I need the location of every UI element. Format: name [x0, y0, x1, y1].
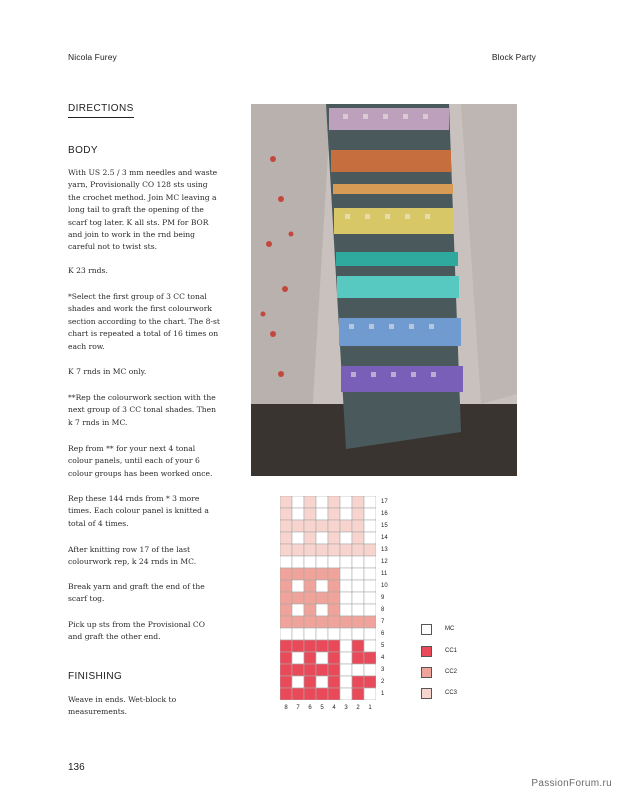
chart-cell — [340, 604, 352, 616]
chart-cell — [280, 604, 292, 616]
chart-row-label: 6 — [381, 631, 385, 637]
paragraph-cast-on: With US 2.5 / 3 mm needles and waste yarn, Provisionally CO 128 sts using the crochet method. Join MC leaving a long tail to graft the opening of the scarf tog later. K all sts. PM for BOR and join to work in the rnd being careful not to twist sts. — [68, 168, 218, 252]
chart-cell — [292, 568, 304, 580]
chart-cell — [328, 580, 340, 592]
legend-mc-label: MC — [445, 626, 455, 632]
chart-row-label: 14 — [381, 535, 388, 541]
chart-cell — [304, 676, 316, 688]
chart-cell — [352, 664, 364, 676]
chart-cell — [328, 616, 340, 628]
chart-cell — [340, 544, 352, 556]
chart-cell — [340, 508, 352, 520]
chart-cell — [280, 508, 292, 520]
chart-cell — [316, 688, 328, 700]
chart-cell — [352, 520, 364, 532]
chart-cell — [352, 544, 364, 556]
chart-cell — [304, 664, 316, 676]
chart-row-label: 17 — [381, 499, 388, 505]
chart-cell — [328, 544, 340, 556]
chart-row-label: 3 — [381, 667, 385, 673]
chart-cell — [280, 556, 292, 568]
chart-cell — [292, 592, 304, 604]
finishing-heading: FINISHING — [68, 671, 123, 682]
chart-cell — [304, 628, 316, 640]
chart-cell — [304, 532, 316, 544]
chart-cell — [304, 688, 316, 700]
paragraph-repeat-rounds: Rep these 144 rnds from * 3 more times. Each colour panel is knitted a total of 4 times. — [68, 494, 209, 528]
chart-cell — [304, 568, 316, 580]
legend-cc3-swatch — [421, 688, 432, 699]
chart-row-label: 9 — [381, 595, 385, 601]
chart-cell — [340, 556, 352, 568]
chart-cell — [364, 604, 376, 616]
chart-cell — [304, 544, 316, 556]
header-author: Nicola Furey — [68, 52, 117, 62]
chart-cell — [292, 508, 304, 520]
chart-cell — [304, 508, 316, 520]
chart-row-label: 7 — [381, 619, 385, 625]
chart-cell — [292, 496, 304, 508]
chart-column-label: 1 — [368, 705, 372, 711]
chart-column-label: 8 — [284, 705, 288, 711]
chart-cell — [292, 640, 304, 652]
chart-cell — [316, 664, 328, 676]
chart-row-label: 2 — [381, 679, 385, 685]
chart-cell — [280, 580, 292, 592]
chart-cell — [280, 496, 292, 508]
chart-cell — [292, 544, 304, 556]
chart-cell — [328, 508, 340, 520]
chart-column-label: 7 — [296, 705, 300, 711]
chart-cell — [340, 592, 352, 604]
chart-cell — [340, 532, 352, 544]
chart-cell — [316, 568, 328, 580]
chart-cell — [280, 568, 292, 580]
chart-cell — [304, 520, 316, 532]
chart-cell — [316, 580, 328, 592]
paragraph-last-rep: After knitting row 17 of the last colourwork rep, k 24 rnds in MC. — [68, 545, 197, 567]
chart-cell — [352, 616, 364, 628]
paragraph-select-colours: *Select the first group of 3 CC tonal shades and work the first colourwork section according to the chart. The 8-st chart is repeated a total of 16 times on each row. — [68, 292, 220, 351]
chart-cell — [316, 544, 328, 556]
chart-cell — [352, 628, 364, 640]
chart-cell — [280, 544, 292, 556]
chart-cell — [292, 556, 304, 568]
chart-cell — [316, 616, 328, 628]
chart-cell — [340, 640, 352, 652]
chart-cell — [292, 652, 304, 664]
chart-cell — [304, 652, 316, 664]
chart-cell — [364, 592, 376, 604]
legend-cc2-label: CC2 — [445, 669, 458, 675]
legend-mc-swatch — [421, 624, 432, 635]
chart-cell — [340, 688, 352, 700]
paragraph-graft-end: Break yarn and graft the end of the scarf tog. — [68, 582, 205, 604]
chart-cell — [340, 676, 352, 688]
chart-cell — [340, 568, 352, 580]
chart-cell — [304, 496, 316, 508]
chart-cell — [328, 556, 340, 568]
chart-cell — [352, 604, 364, 616]
chart-cell — [292, 676, 304, 688]
legend-cc1-label: CC1 — [445, 648, 458, 654]
chart-column-label: 6 — [308, 705, 312, 711]
chart-cell — [352, 568, 364, 580]
chart-cell — [316, 628, 328, 640]
chart-cell — [292, 520, 304, 532]
paragraph-pick-up: Pick up sts from the Provisional CO and graft the other end. — [68, 620, 205, 642]
chart-cell — [280, 592, 292, 604]
paragraph-finishing: Weave in ends. Wet-block to measurements. — [68, 695, 177, 717]
page-number: 136 — [68, 762, 85, 773]
chart-cell — [292, 616, 304, 628]
chart-cell — [364, 652, 376, 664]
chart-cell — [352, 532, 364, 544]
chart-cell — [352, 640, 364, 652]
chart-cell — [340, 580, 352, 592]
chart-cell — [364, 688, 376, 700]
chart-cell — [352, 508, 364, 520]
chart-cell — [316, 508, 328, 520]
chart-cell — [328, 664, 340, 676]
chart-cell — [340, 520, 352, 532]
chart-row-label: 5 — [381, 643, 385, 649]
chart-cell — [328, 652, 340, 664]
chart-cell — [304, 616, 316, 628]
chart-cell — [280, 688, 292, 700]
chart-row-label: 1 — [381, 691, 385, 697]
chart-cell — [304, 640, 316, 652]
chart-cell — [280, 532, 292, 544]
chart-cell — [304, 604, 316, 616]
chart-cell — [340, 652, 352, 664]
chart-cell — [352, 592, 364, 604]
chart-column-label: 2 — [356, 705, 360, 711]
chart-cell — [280, 640, 292, 652]
chart-cell — [328, 640, 340, 652]
chart-column-label: 4 — [332, 705, 336, 711]
chart-cell — [316, 556, 328, 568]
chart-cell — [340, 496, 352, 508]
chart-cell — [304, 580, 316, 592]
header-pattern-title: Block Party — [491, 52, 536, 62]
chart-cell — [328, 604, 340, 616]
chart-cell — [364, 580, 376, 592]
legend-cc3-label: CC3 — [445, 690, 458, 696]
chart-cell — [364, 568, 376, 580]
legend-cc2-swatch — [421, 667, 432, 678]
chart-cell — [340, 664, 352, 676]
chart-cell — [364, 640, 376, 652]
chart-cell — [280, 616, 292, 628]
chart-cell — [328, 520, 340, 532]
chart-cell — [352, 688, 364, 700]
chart-cell — [292, 532, 304, 544]
chart-row-label: 8 — [381, 607, 385, 613]
chart-cell — [340, 616, 352, 628]
chart-cell — [352, 556, 364, 568]
paragraph-knit-mc: K 7 rnds in MC only. — [68, 367, 147, 376]
paragraph-tonal-panels: Rep from ** for your next 4 tonal colour panels, until each of your 6 colour groups has been worked once. — [68, 444, 213, 478]
legend-cc1-swatch — [421, 646, 432, 657]
chart-row-label: 15 — [381, 523, 388, 529]
chart-row-label: 11 — [381, 571, 388, 577]
chart-cell — [364, 532, 376, 544]
chart-cell — [364, 520, 376, 532]
chart-row-label: 16 — [381, 511, 388, 517]
chart-cell — [328, 688, 340, 700]
chart-cell — [352, 580, 364, 592]
chart-cell — [328, 628, 340, 640]
chart-cell — [328, 496, 340, 508]
chart-cell — [328, 592, 340, 604]
chart-cell — [316, 640, 328, 652]
chart-row-label: 4 — [381, 655, 385, 661]
chart-cell — [316, 532, 328, 544]
directions-heading: DIRECTIONS — [68, 103, 134, 118]
colourwork-chart — [280, 496, 376, 700]
chart-cell — [364, 676, 376, 688]
chart-cell — [280, 628, 292, 640]
chart-cell — [292, 604, 304, 616]
chart-cell — [352, 496, 364, 508]
chart-cell — [280, 664, 292, 676]
chart-cell — [364, 556, 376, 568]
chart-cell — [364, 544, 376, 556]
chart-column-label: 5 — [320, 705, 324, 711]
chart-cell — [280, 652, 292, 664]
chart-cell — [364, 496, 376, 508]
chart-column-label: 3 — [344, 705, 348, 711]
chart-cell — [352, 652, 364, 664]
chart-cell — [304, 556, 316, 568]
chart-cell — [292, 688, 304, 700]
chart-row-label: 10 — [381, 583, 388, 589]
scarf-photo — [251, 104, 517, 476]
chart-cell — [316, 652, 328, 664]
chart-cell — [364, 616, 376, 628]
chart-cell — [364, 628, 376, 640]
chart-cell — [364, 508, 376, 520]
chart-cell — [340, 628, 352, 640]
chart-cell — [292, 664, 304, 676]
chart-row-label: 13 — [381, 547, 388, 553]
chart-cell — [292, 628, 304, 640]
chart-cell — [316, 592, 328, 604]
chart-cell — [328, 676, 340, 688]
chart-cell — [316, 496, 328, 508]
chart-cell — [328, 532, 340, 544]
chart-cell — [280, 520, 292, 532]
watermark: PassionForum.ru — [531, 778, 612, 789]
chart-cell — [292, 580, 304, 592]
chart-cell — [328, 568, 340, 580]
chart-cell — [316, 676, 328, 688]
chart-cell — [316, 520, 328, 532]
paragraph-repeat-section: **Rep the colourwork section with the next group of 3 CC tonal shades. Then k 7 rnds in MC. — [68, 393, 217, 427]
chart-cell — [304, 592, 316, 604]
chart-cell — [280, 676, 292, 688]
chart-cell — [316, 604, 328, 616]
body-heading: BODY — [68, 145, 98, 156]
chart-cell — [352, 676, 364, 688]
chart-cell — [364, 664, 376, 676]
paragraph-knit-rounds: K 23 rnds. — [68, 266, 108, 275]
chart-row-label: 12 — [381, 559, 388, 565]
